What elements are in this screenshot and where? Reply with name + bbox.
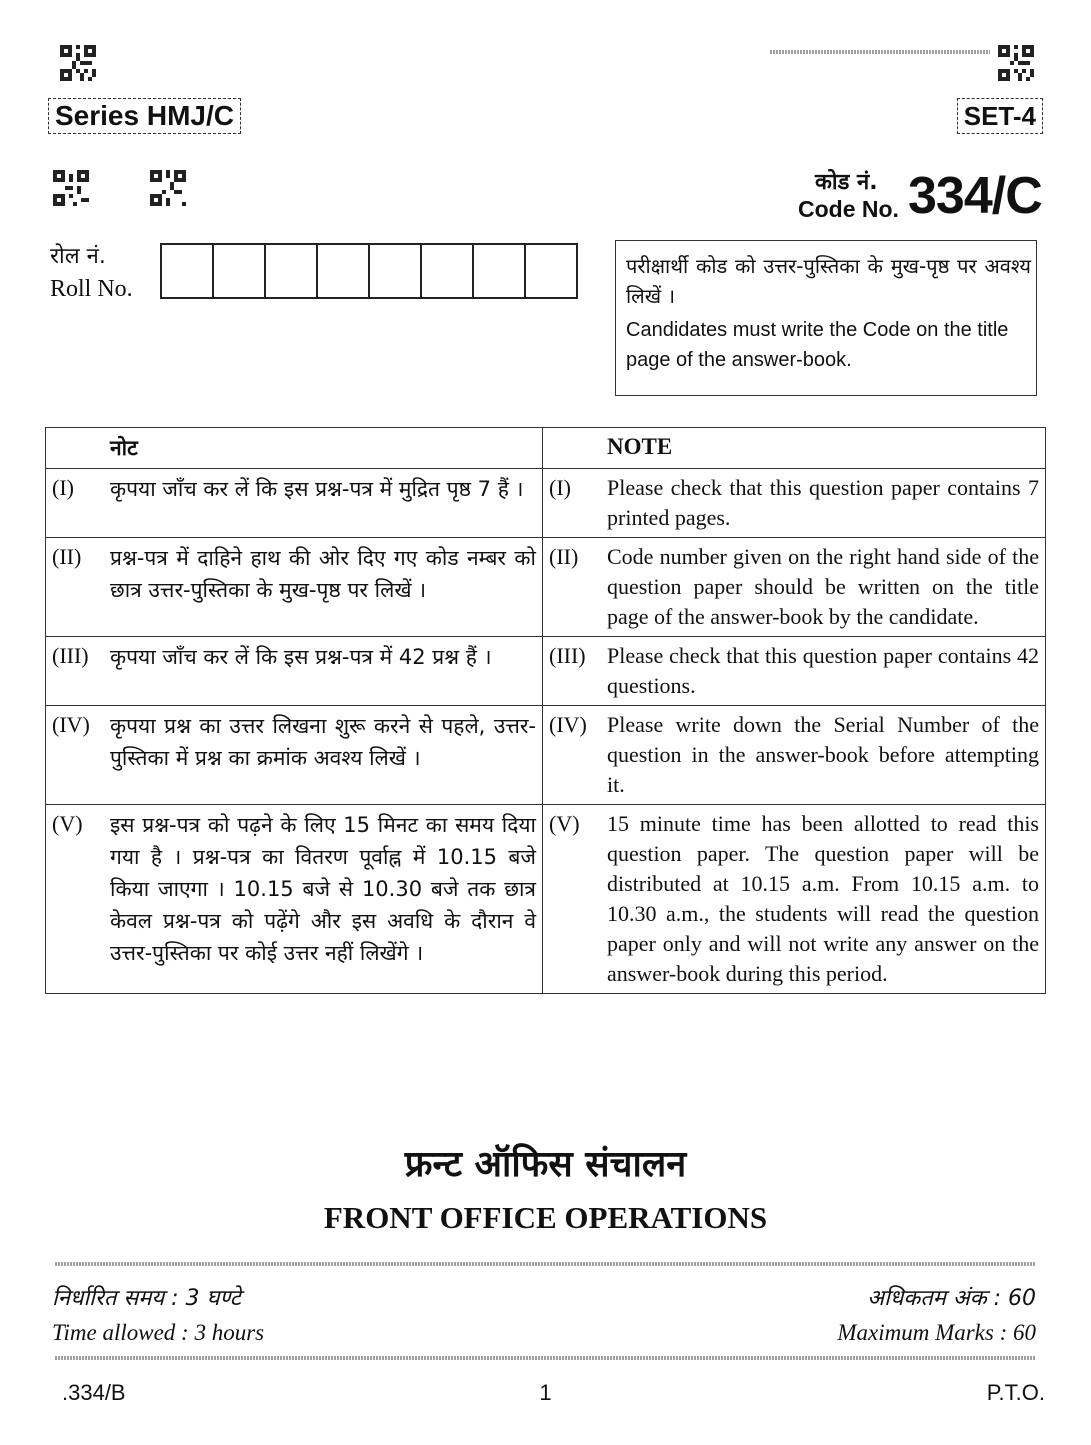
max-marks-english: Maximum Marks : 60 (837, 1320, 1036, 1345)
roll-label-hindi: रोल नं. (50, 244, 106, 269)
page-number: 1 (539, 1380, 552, 1405)
note-text-hindi: इस प्रश्न-पत्र को पढ़ने के लिए 15 मिनट का समय दिया गया है । प्रश्न-पत्र का वितरण पूर्वाह्न में 10.15 बजे किया जाएगा । 10.15 बजे से 10.30 बजे तक छात्र केवल प्रश्न-पत्र को पढ़ेंगे और इस अवधि के दौरान वे उत्तर-पुस्तिका पर कोई उत्तर नहीं लिखेंगे । (110, 813, 536, 965)
note-text-english: 15 minute time has been allotted to read this question paper. The question paper will be distributed at 10.15 a.m. From 10.15 a.m. to 10.30 a.m., the students will read the question paper only and will not write any answer on the answer-book during this period. (607, 811, 1039, 986)
code-number: 334/C (908, 167, 1042, 225)
security-microtext (55, 1262, 1035, 1266)
note-text-english: Code number given on the right hand side of the question paper should be written on the title page of the answer-book by the candidate. (607, 544, 1039, 629)
note-text-english: Please check that this question paper contains 42 questions. (607, 643, 1039, 698)
candidate-instruction-english: Candidates must write the Code on the title page of the answer-book. (626, 319, 1009, 371)
security-microtext (770, 50, 990, 54)
note-text-hindi: कृपया जाँच कर लें कि इस प्रश्न-पत्र में मुद्रित पृष्ठ 7 हैं । (110, 477, 524, 501)
candidate-instruction-box (615, 240, 1037, 396)
note-number: (II) (549, 544, 579, 569)
time-allowed-hindi: निर्धारित समय : 3 घण्टे (52, 1286, 241, 1311)
roll-digit-box[interactable] (214, 245, 266, 297)
roll-label-english: Roll No. (50, 276, 133, 302)
roll-digit-box[interactable] (370, 245, 422, 297)
note-text-hindi: कृपया प्रश्न का उत्तर लिखना शुरू करने से पहले, उत्तर-पुस्तिका में प्रश्न का क्रमांक अवश्य लिखें । (110, 714, 536, 770)
note-number: (III) (549, 643, 586, 668)
note-text-english: Please write down the Serial Number of the question in the answer-book before attempting it. (607, 712, 1039, 797)
notes-head-english: NOTE (607, 434, 673, 459)
code-label-english: Code No. (798, 196, 899, 222)
security-microtext (55, 1356, 1035, 1360)
note-text-hindi: कृपया जाँच कर लें कि इस प्रश्न-पत्र में 42 प्रश्न हैं । (110, 645, 492, 669)
qr-code-icon (53, 170, 89, 206)
note-number: (IV) (52, 712, 90, 737)
note-number: (I) (52, 475, 74, 500)
candidate-instruction-hindi: परीक्षार्थी कोड को उत्तर-पुस्तिका के मुख-पृष्ठ पर अवश्य लिखें । (626, 254, 1031, 308)
set-label: SET-4 (957, 98, 1043, 134)
note-text-english: Please check that this question paper contains 7 printed pages. (607, 475, 1039, 530)
note-number: (IV) (549, 712, 587, 737)
note-number: (V) (52, 811, 83, 836)
note-number: (III) (52, 643, 89, 668)
qr-code-icon (150, 170, 186, 206)
time-allowed-english: Time allowed : 3 hours (52, 1320, 265, 1345)
notes-head-hindi: नोट (110, 436, 138, 460)
code-label-hindi: कोड नं. (815, 170, 878, 195)
roll-digit-box[interactable] (318, 245, 370, 297)
roll-digit-box[interactable] (266, 245, 318, 297)
footer-paper-code: .334/B (62, 1380, 126, 1405)
note-number: (I) (549, 475, 571, 500)
note-number: (V) (549, 811, 580, 836)
roll-digit-box[interactable] (422, 245, 474, 297)
roll-digit-box[interactable] (526, 245, 576, 297)
qr-code-icon (998, 45, 1034, 81)
series-label: Series HMJ/C (48, 98, 241, 134)
please-turn-over: P.T.O. (986, 1380, 1045, 1405)
subject-title-hindi: फ्रन्ट ऑफिस संचालन (404, 1144, 687, 1185)
qr-code-icon (60, 45, 96, 81)
max-marks-hindi: अधिकतम अंक : 60 (867, 1286, 1036, 1311)
subject-title-english: FRONT OFFICE OPERATIONS (323, 1200, 768, 1235)
note-text-hindi: प्रश्न-पत्र में दाहिने हाथ की ओर दिए गए कोड नम्बर को छात्र उत्तर-पुस्तिका के मुख-पृष्ठ पर लिखें । (110, 546, 536, 602)
roll-number-boxes[interactable] (160, 243, 578, 299)
roll-digit-box[interactable] (474, 245, 526, 297)
notes-table (45, 427, 1046, 994)
note-number: (II) (52, 544, 82, 569)
roll-digit-box[interactable] (162, 245, 214, 297)
